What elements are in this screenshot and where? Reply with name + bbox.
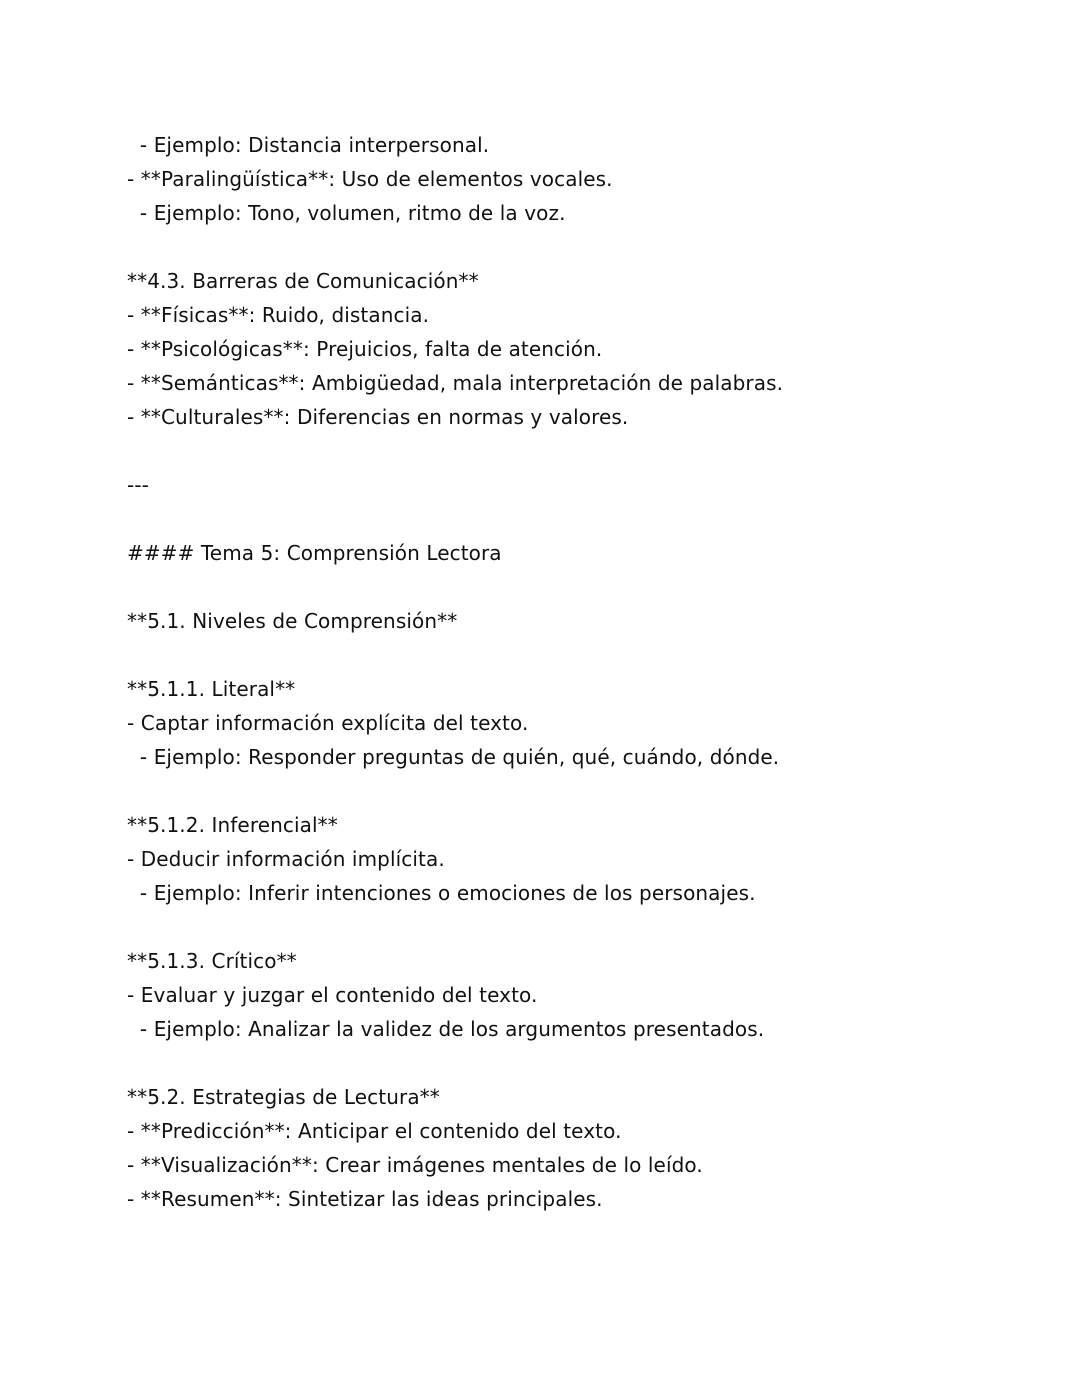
document-body: [127, 128, 1027, 1216]
text-line-inferential-definition: - Deducir información implícita.: [127, 847, 445, 871]
text-line-paralinguistic: - **Paralingüística**: Uso de elementos vocales.: [127, 167, 613, 191]
text-line-literal-definition: - Captar información explícita del texto.: [127, 711, 529, 735]
text-line-psychological-barriers: - **Psicológicas**: Prejuicios, falta de atención.: [127, 337, 603, 361]
section-heading-comprehension-levels: **5.1. Niveles de Comprensión**: [127, 609, 458, 633]
blank-line: [127, 1046, 1027, 1080]
section-heading-communication-barriers: **4.3. Barreras de Comunicación**: [127, 269, 479, 293]
subsection-heading-inferential: **5.1.2. Inferencial**: [127, 813, 338, 837]
topic-heading-reading-comprehension: #### Tema 5: Comprensión Lectora: [127, 541, 502, 565]
text-line-summary: - **Resumen**: Sintetizar las ideas principales.: [127, 1187, 603, 1211]
text-line-visualization: - **Visualización**: Crear imágenes mentales de lo leído.: [127, 1153, 703, 1177]
blank-line: [127, 570, 1027, 604]
text-line-example-voice: - Ejemplo: Tono, volumen, ritmo de la voz.: [127, 201, 566, 225]
subsection-heading-critical: **5.1.3. Crítico**: [127, 949, 297, 973]
horizontal-rule-text: ---: [127, 473, 149, 497]
text-line-inferential-example: - Ejemplo: Inferir intenciones o emociones de los personajes.: [127, 881, 756, 905]
blank-line: [127, 638, 1027, 672]
section-heading-reading-strategies: **5.2. Estrategias de Lectura**: [127, 1085, 440, 1109]
text-line-physical-barriers: - **Físicas**: Ruido, distancia.: [127, 303, 430, 327]
text-line-example-distance: - Ejemplo: Distancia interpersonal.: [127, 133, 490, 157]
text-line-semantic-barriers: - **Semánticas**: Ambigüedad, mala interpretación de palabras.: [127, 371, 784, 395]
text-line-critical-definition: - Evaluar y juzgar el contenido del texto.: [127, 983, 538, 1007]
blank-line: [127, 502, 1027, 536]
blank-line: [127, 774, 1027, 808]
blank-line: [127, 910, 1027, 944]
text-line-cultural-barriers: - **Culturales**: Diferencias en normas y valores.: [127, 405, 629, 429]
text-line-critical-example: - Ejemplo: Analizar la validez de los argumentos presentados.: [127, 1017, 765, 1041]
text-line-prediction: - **Predicción**: Anticipar el contenido del texto.: [127, 1119, 622, 1143]
blank-line: [127, 434, 1027, 468]
text-line-literal-example: - Ejemplo: Responder preguntas de quién, qué, cuándo, dónde.: [127, 745, 780, 769]
blank-line: [127, 230, 1027, 264]
subsection-heading-literal: **5.1.1. Literal**: [127, 677, 296, 701]
